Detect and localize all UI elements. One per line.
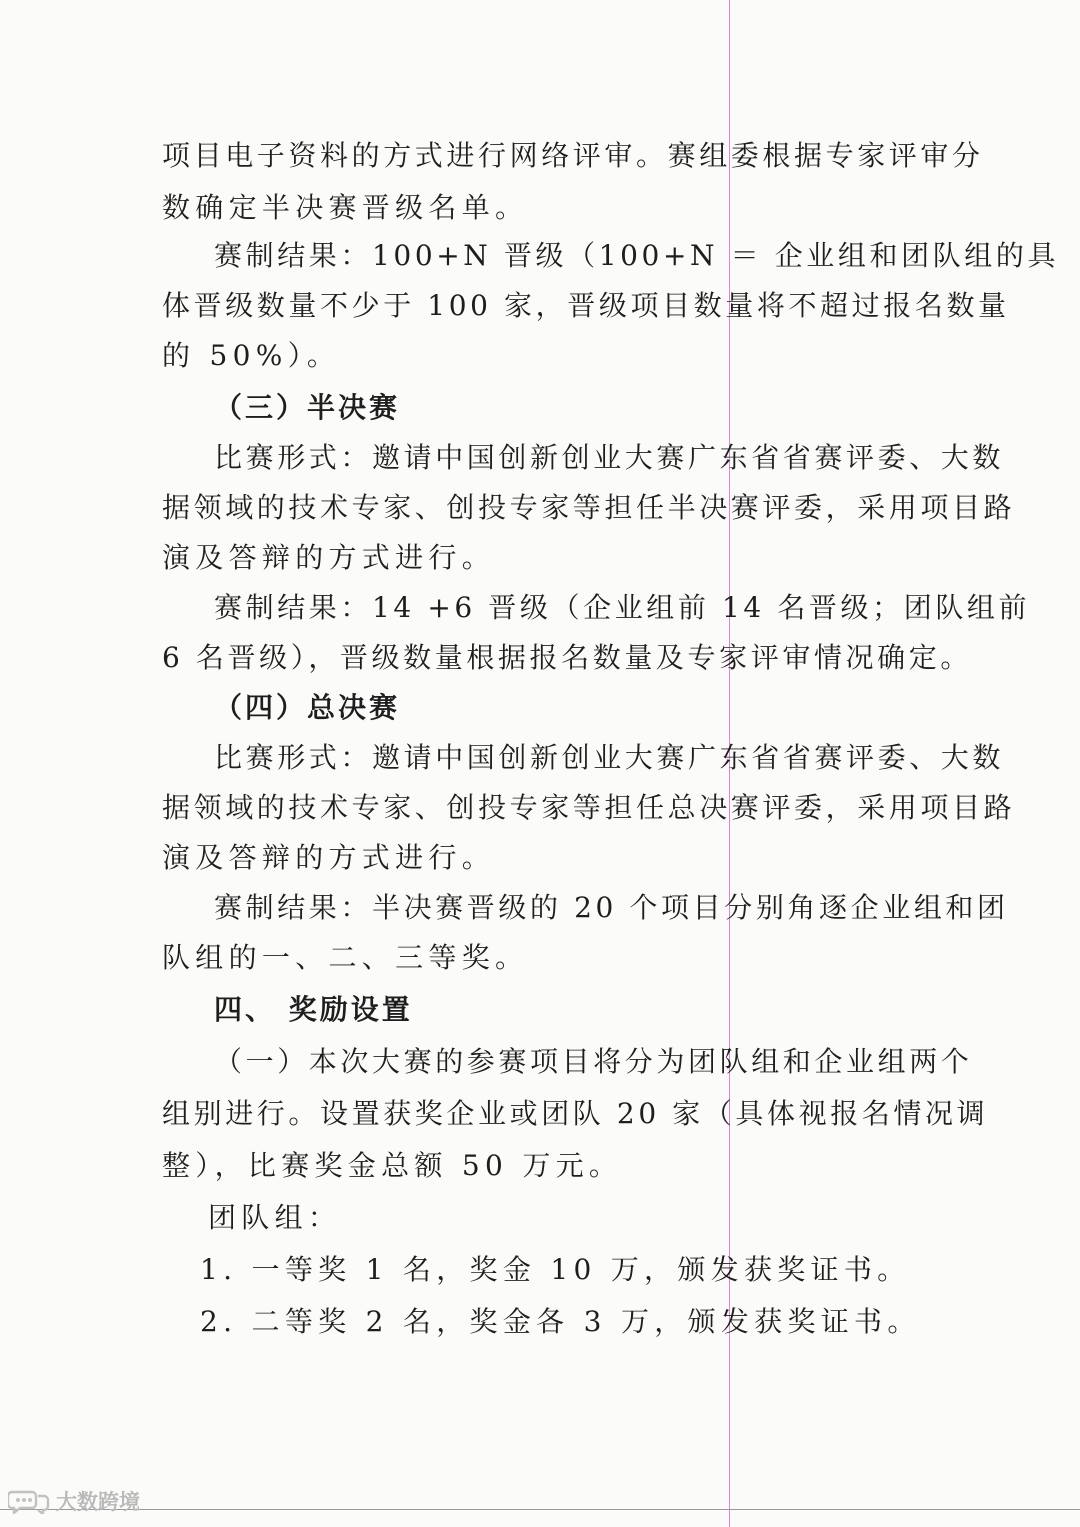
body-line: 演及答辩的方式进行。 — [162, 541, 496, 574]
watermark — [8, 1486, 140, 1516]
body-line: （一）本次大赛的参赛项目将分为团队组和企业组两个 — [214, 1045, 973, 1078]
section-heading-awards: 四、 奖励设置 — [214, 993, 413, 1026]
bottom-rule — [0, 1509, 1080, 1510]
body-line: 数确定半决赛晋级名单。 — [162, 191, 529, 224]
body-line: 据领域的技术专家、创投专家等担任半决赛评委，采用项目路 — [162, 491, 1016, 524]
chat-bubble-logo-icon — [8, 1488, 50, 1514]
body-line: 的 50%）。 — [162, 339, 341, 372]
body-line: 队组的一、二、三等奖。 — [162, 941, 529, 974]
watermark-text: 大数跨境 — [56, 1490, 140, 1514]
body-line: 赛制结果：14 +6 晋级（企业组前 14 名晋级；团队组前 — [214, 591, 1031, 624]
section-heading-final: （四）总决赛 — [214, 691, 401, 724]
body-line: 整），比赛奖金总额 50 万元。 — [162, 1149, 623, 1182]
body-line: 据领域的技术专家、创投专家等担任总决赛评委，采用项目路 — [162, 791, 1016, 824]
body-line: 比赛形式：邀请中国创新创业大赛广东省省赛评委、大数 — [214, 741, 1005, 774]
body-line: 体晋级数量不少于 100 家，晋级项目数量将不超过报名数量 — [162, 289, 1010, 322]
subheading-team-group: 团队组： — [208, 1201, 342, 1234]
body-line: 比赛形式：邀请中国创新创业大赛广东省省赛评委、大数 — [214, 441, 1005, 474]
body-line: 演及答辩的方式进行。 — [162, 841, 496, 874]
award-list-item: 1. 一等奖 1 名，奖金 10 万，颁发获奖证书。 — [200, 1253, 911, 1286]
body-line: 6 名晋级），晋级数量根据报名数量及专家评审情况确定。 — [162, 641, 972, 674]
body-line: 赛制结果：100+N 晋级（100+N ＝ 企业组和团队组的具 — [214, 239, 1060, 272]
body-line: 赛制结果：半决赛晋级的 20 个项目分别角逐企业组和团 — [214, 891, 1009, 924]
body-line: 组别进行。设置获奖企业或团队 20 家（具体视报名情况调 — [162, 1097, 989, 1130]
body-line: 项目电子资料的方式进行网络评审。赛组委根据专家评审分 — [162, 139, 984, 172]
award-list-item: 2. 二等奖 2 名，奖金各 3 万，颁发获奖证书。 — [200, 1305, 921, 1338]
section-heading-semifinal: （三）半决赛 — [214, 391, 401, 424]
